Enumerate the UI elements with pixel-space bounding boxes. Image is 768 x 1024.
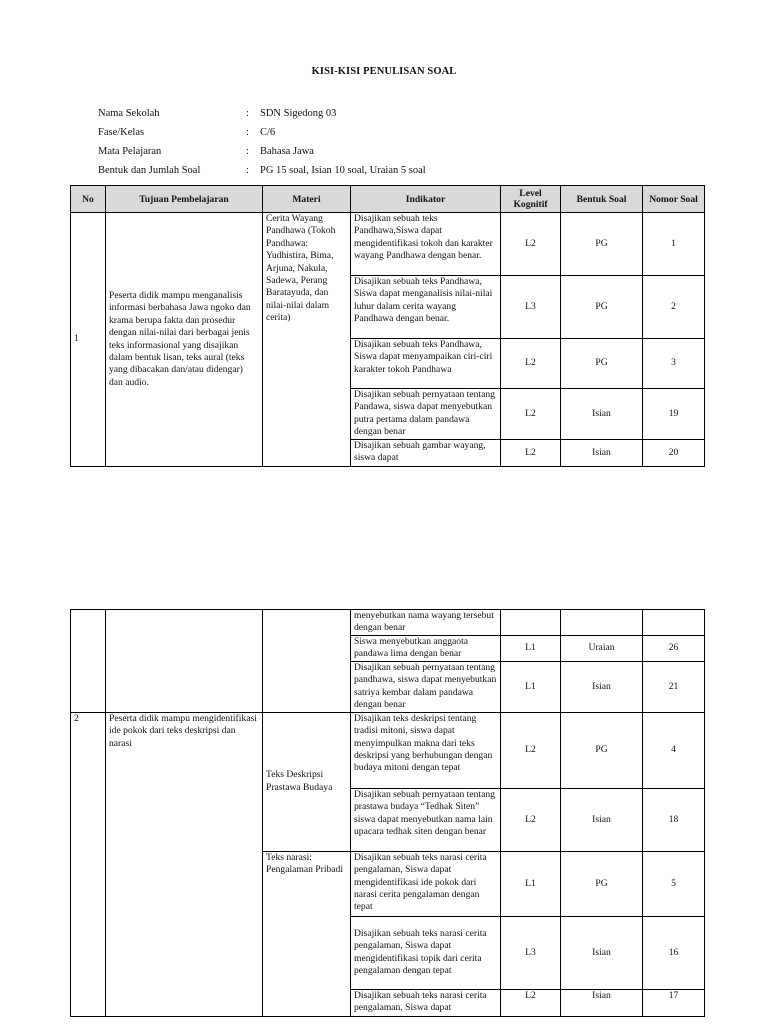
table-row [71,610,705,636]
table-row [71,213,705,276]
cell-level: L2 [501,389,561,440]
cell-level: L1 [501,661,561,712]
meta-label: Mata Pelajaran [98,146,162,157]
grid-table-page-1 [70,185,705,467]
meta-row-subject [98,142,426,161]
cell-indikator: Disajikan sebuah pernyataan tentang Pandawa, siswa dapat menyebutkan putra pertama dalam pandawa dengan benar [351,389,501,440]
cell-materi: Teks Deskripsi Prastawa Budaya [263,712,351,851]
meta-row-format [98,161,426,180]
table-row [71,712,705,788]
meta-colon: : [246,165,249,176]
cell-indikator: Disajikan sebuah gambar wayang, siswa dapat [351,440,501,467]
cell-indikator: Disajikan sebuah teks Pandhawa, Siswa dapat menganalisis nilai-nilai luhur dalam cerita wayang Pandhawa dengan benar. [351,276,501,339]
document-meta [98,104,426,180]
cell-indikator: Disajikan sebuah teks Pandhawa, Siswa dapat menyampaikan ciri-ciri karakter tokoh Pandhawa [351,339,501,389]
cell-indikator: Disajikan sebuah teks Pandhawa,Siswa dapat mengidentifikasi tokoh dan karakter wayang Pandhawa dengan benar. [351,213,501,276]
header-indikator: Indikator [351,186,501,213]
cell-indikator: Disajikan sebuah teks narasi cerita pengalaman, Siswa dapat mengidentifikasi topik dari cerita pengalaman dengan tepat [351,916,501,989]
cell-nomor: 20 [643,440,705,467]
cell-tujuan: Peserta didik mampu mengidentifikasi ide pokok dari teks deskripsi dan narasi [106,712,263,1016]
cell-materi: Cerita Wayang Pandhawa (Tokoh Pandhawa: Yudhistira, Bima, Arjuna, Nakula, Sadewa, Perang Baratayuda, dan nilai-nilai dalam cerita) [263,213,351,467]
cell-level [501,610,561,636]
cell-bentuk: Uraian [561,636,643,662]
cell-nomor [643,610,705,636]
cell-indikator: Disajikan sebuah teks narasi cerita pengalaman, Siswa dapat mengidentifikasi ide pokok dari narasi cerita pengalaman dengan tepat [351,851,501,916]
cell-bentuk: Isian [561,389,643,440]
document-title: KISI-KISI PENULISAN SOAL [311,66,457,77]
meta-value: SDN Sigedong 03 [260,108,337,119]
cell-materi: Teks narasi: Pengalaman Pribadi [263,851,351,1016]
cell-no: 1 [71,213,106,467]
header-materi: Materi [263,186,351,213]
header-bentuk: Bentuk Soal [561,186,643,213]
cell-bentuk: PG [561,712,643,788]
cell-tujuan [106,610,263,713]
cell-indikator: Disajikan sebuah teks narasi cerita pengalaman, Siswa dapat [351,989,501,1016]
header-tujuan: Tujuan Pembelajaran [106,186,263,213]
meta-value: PG 15 soal, Isian 10 soal, Uraian 5 soal [260,165,426,176]
cell-level: L3 [501,276,561,339]
cell-nomor: 21 [643,661,705,712]
meta-label: Fase/Kelas [98,127,145,138]
cell-indikator: menyebutkan nama wayang tersebut dengan benar [351,610,501,636]
cell-indikator: Disajikan sebuah pernyataan tentang prastawa budaya “Tedhak Siten” siswa dapat menyebutkan nama lain upacara tedhak siten dengan benar [351,788,501,851]
cell-level: L2 [501,788,561,851]
cell-bentuk: Isian [561,788,643,851]
cell-indikator: Disajikan sebuah pernyataan tentang pandhawa, siswa dapat menyebutkan satriya kembar dalam pandawa dengan benar [351,661,501,712]
meta-value: C/6 [260,127,276,138]
cell-bentuk: Isian [561,989,643,1016]
cell-nomor: 16 [643,916,705,989]
cell-nomor: 17 [643,989,705,1016]
cell-indikator: Siswa menyebutkan anggaota pandawa lima dengan benar [351,636,501,662]
cell-no [71,610,106,713]
meta-row-class [98,123,426,142]
cell-level: L1 [501,636,561,662]
cell-tujuan: Peserta didik mampu menganalisis informasi berbahasa Jawa ngoko dan krama berupa fakta dan prosedur dengan nilai-nilai dari berbagai jenis teks informasional yang disajikan dalam bentuk lisan, teks aural (teks yang dibacakan dan/atau didengar) dan audio. [106,213,263,467]
cell-level: L2 [501,339,561,389]
header-level: Level Kognitif [501,186,561,213]
cell-bentuk: PG [561,213,643,276]
cell-materi [263,610,351,713]
cell-nomor: 2 [643,276,705,339]
cell-level: L1 [501,851,561,916]
cell-bentuk: PG [561,851,643,916]
meta-colon: : [246,108,249,119]
cell-bentuk: Isian [561,916,643,989]
cell-bentuk: PG [561,276,643,339]
cell-bentuk: PG [561,339,643,389]
cell-nomor: 19 [643,389,705,440]
cell-nomor: 18 [643,788,705,851]
header-nomor: Nomor Soal [643,186,705,213]
grid-table-page-2 [70,609,705,1017]
cell-level: L2 [501,213,561,276]
table-header-row [71,186,705,213]
cell-nomor: 1 [643,213,705,276]
cell-nomor: 3 [643,339,705,389]
cell-nomor: 4 [643,712,705,788]
cell-bentuk: Isian [561,440,643,467]
meta-colon: : [246,146,249,157]
cell-nomor: 26 [643,636,705,662]
meta-value: Bahasa Jawa [260,146,314,157]
meta-label: Nama Sekolah [98,108,160,119]
meta-colon: : [246,127,249,138]
cell-indikator: Disajikan teks deskripsi tentang tradisi mitoni, siswa dapat menyimpulkan makna dari teks deskripsi yang berhubungan dengan budaya mitoni dengan tepat [351,712,501,788]
meta-row-school [98,104,426,123]
cell-level: L2 [501,440,561,467]
cell-bentuk [561,610,643,636]
cell-level: L2 [501,712,561,788]
cell-nomor: 5 [643,851,705,916]
meta-label: Bentuk dan Jumlah Soal [98,165,201,176]
cell-level: L2 [501,989,561,1016]
header-no: No [71,186,106,213]
cell-level: L3 [501,916,561,989]
cell-bentuk: Isian [561,661,643,712]
cell-no: 2 [71,712,106,1016]
